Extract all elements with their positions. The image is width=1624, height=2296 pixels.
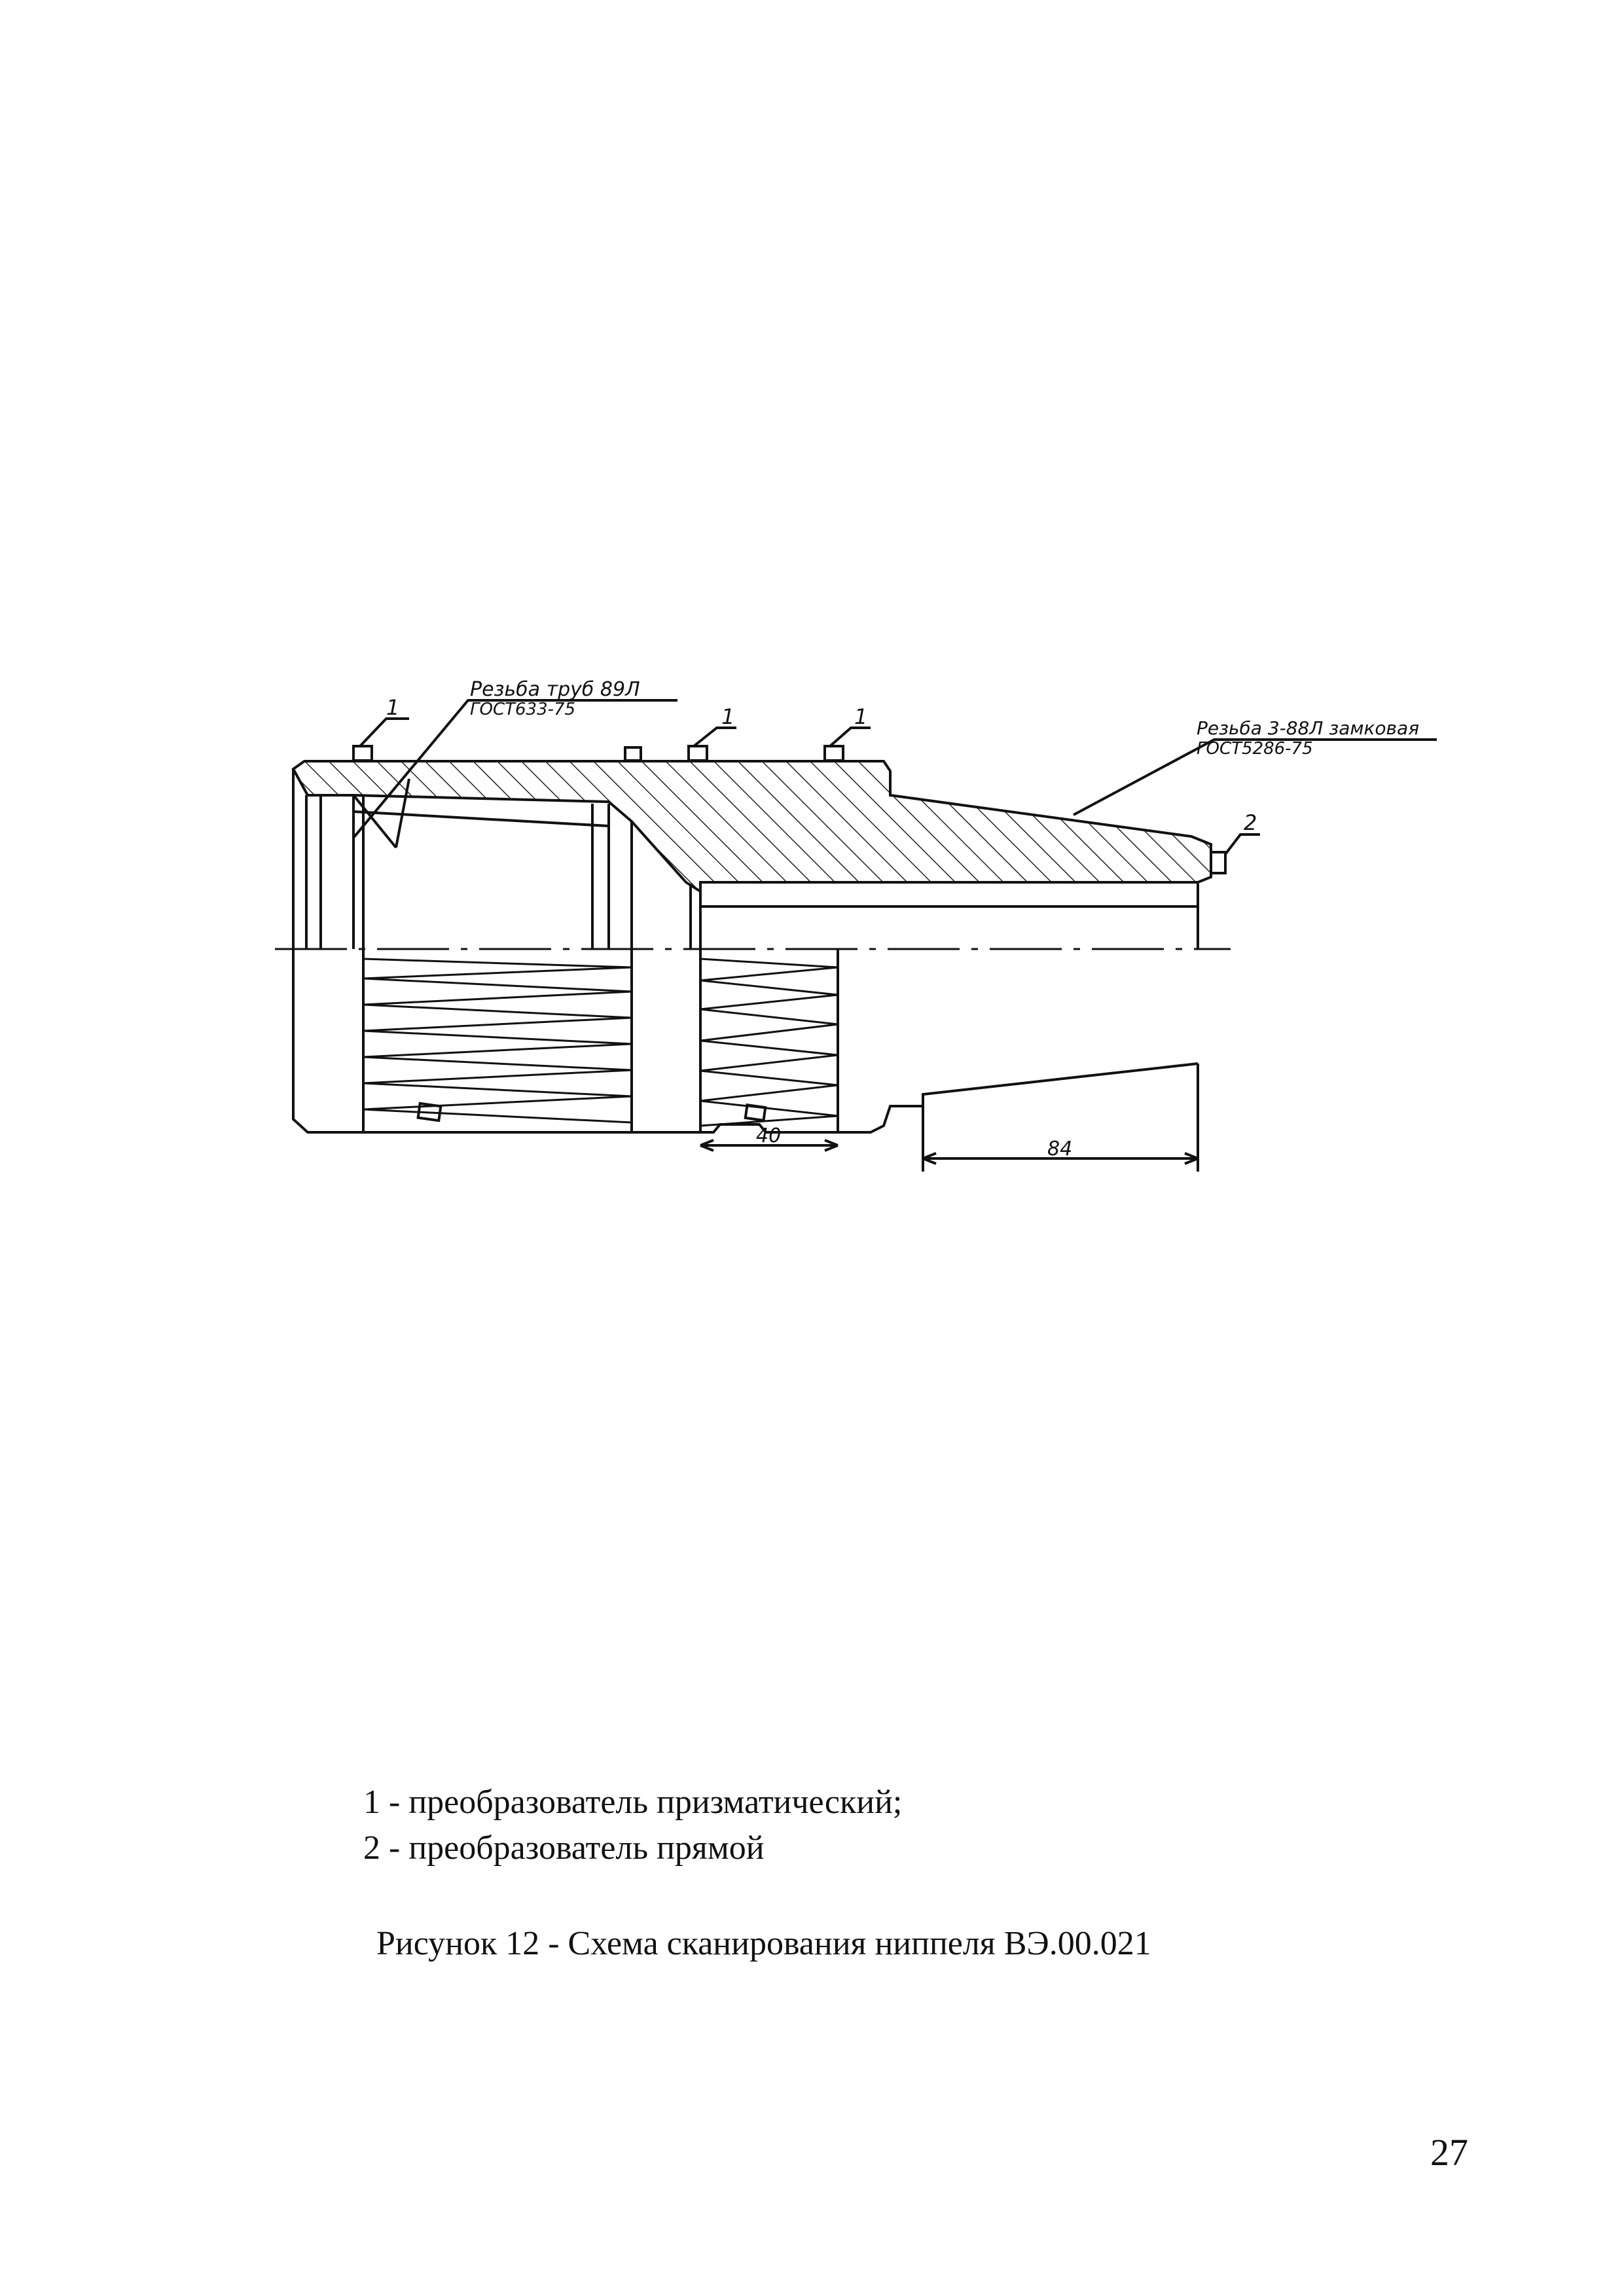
dimension-84: 84	[1047, 1138, 1073, 1160]
nipple-body	[275, 700, 1437, 1172]
callout-transducer-1a: 1	[386, 695, 400, 720]
page-number: 27	[1430, 2131, 1468, 2174]
upper-section-hatched	[293, 761, 1211, 891]
callout-transducer-1b: 1	[721, 704, 735, 729]
callout-transducer-1c: 1	[854, 704, 868, 729]
legend-item-2: 2 - преобразователь прямой	[363, 1829, 765, 1867]
callout-tube-thread-line2: ГОСТ633-75	[470, 700, 576, 719]
transducer-prismatic-b	[625, 747, 641, 761]
callout-lock-thread-line1: Резьба 3-88Л замковая	[1197, 717, 1420, 739]
transducer-straight	[1211, 852, 1225, 873]
scan-path-left	[363, 959, 632, 1122]
transducer-on-scan-right	[746, 1105, 766, 1121]
transducer-prismatic-a	[353, 746, 372, 761]
callout-transducer-2: 2	[1244, 810, 1257, 835]
transducer-prismatic-d	[825, 746, 843, 761]
figure-caption: Рисунок 12 - Схема сканирования ниппеля ВЭ.00.021	[376, 1925, 1151, 1962]
callout-lock-thread-line2: ГОСТ5286-75	[1197, 739, 1313, 759]
legend-item-1: 1 - преобразователь призматический;	[363, 1784, 903, 1821]
transducer-prismatic-c	[689, 746, 707, 761]
dimension-40: 40	[756, 1124, 782, 1147]
scan-path-right	[700, 959, 838, 1126]
callout-tube-thread-line1: Резьба труб 89Л	[470, 678, 640, 701]
